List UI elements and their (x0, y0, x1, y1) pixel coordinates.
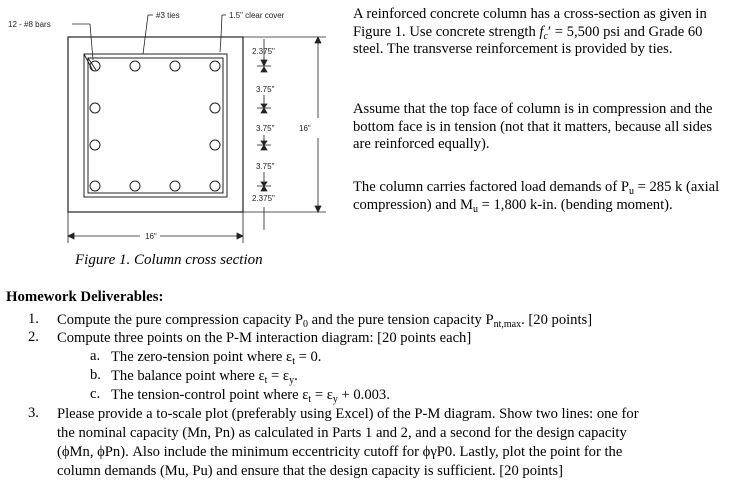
item-c-letter: c. (90, 386, 101, 402)
dim-spacing-2-label: 3.75" (256, 124, 275, 133)
dim-height-label: 16" (299, 124, 311, 133)
rebar (210, 103, 220, 113)
dim-width-label: 16" (145, 232, 157, 241)
rebar (210, 61, 220, 71)
rebar (90, 181, 100, 191)
rebar-group (90, 61, 220, 191)
item-2-number: 2. (28, 329, 39, 345)
item-3-line-1: Please provide a to-scale plot (preferably using Excel) of the P-M diagram. Show two lines: one for (57, 406, 639, 422)
item-3-line-2: the nominal capacity (Mn, Pn) as calculated in Parts 1 and 2, and a second for the design capacity (57, 425, 627, 441)
tie-outer (84, 54, 227, 197)
homework-heading: Homework Deliverables: (6, 289, 164, 305)
item-a-letter: a. (90, 348, 101, 364)
rebar (210, 181, 220, 191)
bars-label: 12 - #8 bars (8, 20, 51, 29)
dim-bottom-label: 2.375" (252, 194, 275, 203)
item-1-text: Compute the pure compression capacity $P_0$ and the pure tension capacity $P_{nt,max}$. [20 points] (57, 312, 593, 330)
rebar (170, 181, 180, 191)
rebar (170, 61, 180, 71)
tie-inner (88, 58, 223, 193)
item-b-text: The balance point where $\varepsilon_t = \varepsilon_y$. (111, 368, 298, 386)
rebar (210, 140, 220, 150)
item-1-number: 1. (28, 311, 39, 327)
item-a-text: The zero-tension point where $\varepsilon_t = 0$. (111, 349, 322, 367)
problem-paragraph-2: Assume that the top face of column is in compression and the bottom face is in tension (not that it matters, because all sides are reinforced equally). (353, 101, 713, 152)
figure-caption: Figure 1. Column cross section (75, 252, 263, 268)
rebar (130, 61, 140, 71)
ties-label: #3 ties (156, 11, 180, 20)
item-2-text: Compute three points on the P-M interaction diagram: [20 points each] (57, 330, 472, 346)
item-3-number: 3. (28, 405, 39, 421)
cross-section-drawing (0, 0, 345, 285)
dim-top-label: 2.375" (252, 47, 275, 56)
problem-paragraph-3: The column carries factored load demands of $P_u = 285$ k (axial compression) and $M_u = 1,800$ k-in. (bending moment). (353, 179, 720, 215)
rebar (130, 181, 140, 191)
item-c-text: The tension-control point where $\varepsilon_t = \varepsilon_y + 0.003$. (111, 387, 390, 405)
dim-spacing-3-label: 3.75" (256, 162, 275, 171)
dim-spacing-1-label: 3.75" (256, 85, 275, 94)
item-3-line-4: column demands (Mu, Pu) and ensure that the design capacity is sufficient. [20 points] (57, 463, 563, 479)
item-3-line-3: (ϕMn, ϕPn). Also include the minimum eccentricity cutoff for ϕγP0. Lastly, plot the point for the (57, 444, 623, 460)
cover-label: 1.5" clear cover (229, 11, 285, 20)
rebar (90, 103, 100, 113)
item-b-letter: b. (90, 367, 101, 383)
rebar (90, 140, 100, 150)
problem-paragraph-1: A reinforced concrete column has a cross-section as given in Figure 1. Use concrete strength $f_c' = 5,500$ psi and Grade 60 steel. The transverse reinforcement is provided by ties. (353, 6, 707, 57)
column-cross-section-figure (0, 0, 345, 285)
